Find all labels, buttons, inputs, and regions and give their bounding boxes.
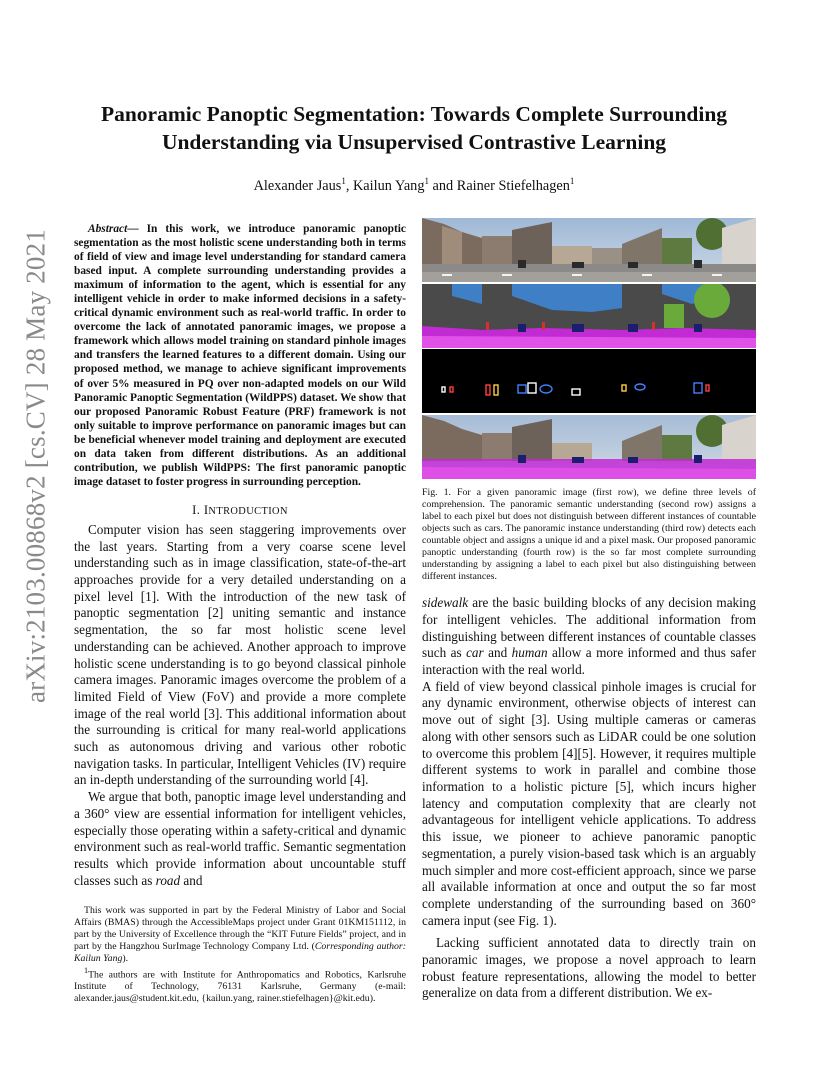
right-p1-and: and bbox=[483, 645, 512, 661]
author-separator: and bbox=[428, 177, 457, 194]
right-p1-human: human bbox=[511, 645, 548, 661]
figure-1 bbox=[422, 218, 756, 583]
footnote-affiliation-text: The authors are with Institute for Anthropomatics and Robotics, Karlsruhe Institute of Technology, 76131 Karlsruhe, Germany (e-mail: alexander.jaus@student.kit.edu, {kailun.yang, rainer.stiefelhagen}@kit.edu). bbox=[74, 969, 406, 1005]
right-p1-sidewalk: sidewalk bbox=[422, 595, 469, 611]
panoptic-segmentation bbox=[422, 415, 756, 479]
panoptic-segmentation-svg bbox=[422, 415, 756, 479]
footnote-funding bbox=[74, 905, 406, 965]
footnote-funding-end: ). bbox=[122, 953, 129, 964]
footnote-mark: 1 bbox=[84, 966, 89, 975]
intro-p2-text: We argue that both, panoptic image level understanding and a 360° view are essential information for intelligent vehicles, especially those operating within a safety-critical and dynamic environment such as real-world traffic. Semantic segmentation results which provide information about uncountable stuff classes such as bbox=[74, 789, 406, 888]
instance-segmentation bbox=[422, 349, 756, 413]
title-line-1: Panoramic Panoptic Segmentation: Towards Complete Surrounding bbox=[100, 102, 728, 126]
section-title-rest: NTRODUCTION bbox=[208, 505, 288, 517]
section-heading-introduction bbox=[74, 503, 406, 518]
author-1: Alexander Jaus bbox=[253, 177, 342, 194]
right-paragraph-1 bbox=[422, 595, 756, 679]
arxiv-identifier: arXiv:2103.00868v2 [cs.CV] 28 May 2021 bbox=[20, 228, 51, 704]
footnotes bbox=[74, 905, 406, 1005]
author-list bbox=[60, 176, 768, 195]
paper-title bbox=[60, 100, 768, 156]
panorama-photo bbox=[422, 218, 756, 282]
author-3: Rainer Stiefelhagen bbox=[456, 177, 570, 194]
semantic-segmentation-svg bbox=[422, 284, 756, 348]
author-2: Kailun Yang bbox=[352, 177, 425, 194]
abstract bbox=[74, 222, 406, 489]
affiliation-mark: 1 bbox=[424, 176, 429, 186]
abstract-dash: — bbox=[127, 223, 147, 235]
left-column bbox=[74, 222, 406, 889]
affiliation-mark: 1 bbox=[341, 176, 346, 186]
intro-paragraph-1: Computer vision has seen staggering improvements over the last years. Starting from a very coarse scene level understanding such as in image classification, state-of-the-art approaches provide for a very detailed understanding on a pixel level [1]. With the introduction of the new task of panoptic segmentation [2] uniting semantic and instance segmentation, the so far most holistic scene level understanding can be achieved. Another approach to improve holistic scene understanding is to go beyond classical pinhole camera images. Panoramic images overcome the problem of a limited Field of View (FoV) and provide a more complete image of the real world [3]. This additional information about the surrounding is critical for many real-world applications such as autonomous driving and various other robotic navigation tasks. In particular, Intelligent Vehicles (IV) require an in-depth understanding of the surrounding world [4]. bbox=[74, 521, 406, 788]
intro-p2-and: and bbox=[180, 872, 203, 888]
footnote-corresponding: Corresponding author: Kailun Yang bbox=[74, 941, 406, 964]
right-column bbox=[422, 218, 756, 1002]
right-p1-text-b: allow a more informed and thus safer interaction with the real world. bbox=[422, 645, 756, 678]
right-p1-text-a: are the basic building blocks of any decision making for intelligent vehicles. The additional information from distinguishing between different instances of countable classes such as bbox=[422, 595, 756, 661]
semantic-segmentation bbox=[422, 284, 756, 348]
arxiv-sidebar bbox=[0, 0, 60, 1072]
abstract-text: In this work, we introduce panoramic panoptic segmentation as the most holistic scene understanding both in terms of field of view and image level understanding for standard camera based input. A complete surrounding understanding provides a maximum of information to the agent, which is essential for any intelligent vehicle in order to make informed decisions in a safety-critical dynamic environment such as real-world traffic. In order to overcome the lack of annotated panoramic images, we propose a framework which allows model training on standard pinhole images and transfers the learned features to a different domain. Using our proposed method, we manage to achieve significant improvements of over 5% measured in PQ over non-adapted models on our Wild Panoramic Panoptic Segmentation (WildPPS) dataset. We show that our proposed Panoramic Robust Feature (PRF) framework is not only suitable to improve performance on panoramic images but can be beneficial whenever model training and deployment are executed on data taken from different distributions. As an additional contribution, we publish WildPPS: The first panoramic panoptic image dataset to foster progress in surrounding perception. bbox=[74, 223, 406, 488]
right-p1-car: car bbox=[466, 645, 484, 661]
author-separator: , bbox=[345, 177, 353, 194]
figure-caption: Fig. 1. For a given panoramic image (first row), we define three levels of comprehension. The panoramic semantic understanding (second row) assigns a label to each pixel but does not distinguish between different instances of countable objects such as cars. The panoramic instance understanding (third row) detects each countable object and assigns a unique id and a pixel mask. Our proposed panoramic panoptic understanding (fourth row) is the so far most complete surrounding understanding by assigning a label to each pixel but also distinguishing between different instances. bbox=[422, 486, 756, 583]
right-body-text bbox=[422, 595, 756, 1002]
intro-paragraph-2 bbox=[74, 789, 406, 889]
right-paragraph-3: Lacking sufficient annotated data to directly train on panoramic images, we propose a novel approach to learn robust feature representations, allowing the model to better generalize on data from a different distribution. We ex- bbox=[422, 935, 756, 1001]
section-cap-letter: I bbox=[203, 502, 209, 517]
panorama-photo-svg bbox=[422, 218, 756, 282]
section-numeral: I. bbox=[192, 502, 204, 517]
instance-segmentation-svg bbox=[422, 349, 756, 413]
abstract-lead: Abstract bbox=[88, 223, 128, 235]
intro-p2-road: road bbox=[155, 872, 181, 888]
footnote-affiliation bbox=[74, 965, 406, 1005]
title-line-2: Understanding via Unsupervised Contrastive Learning bbox=[161, 130, 667, 154]
right-paragraph-2: A field of view beyond classical pinhole images is crucial for any dynamic environment, otherwise objects of interest can move out of sight [3]. Using multiple cameras or cameras along with other sensors such as LiDAR could be one solution to overcome this problem [4][5]. However, it requires multiple different systems to work in parallel and combine those information to a holistic picture [5], which incurs higher latency and computation complexity that are clearly not advantageous for intelligent vehicle applications. To address this issue, we pioneer to achieve panoramic panoptic segmentation, a purely vision-based task which is an arguably much simpler and more cost-efficient approach, since we parse all available information at once and output the so far most complete understanding of the surrounding based on 360° camera input (see Fig. 1). bbox=[422, 678, 756, 928]
footnote-funding-text: This work was supported in part by the Federal Ministry of Labor and Social Affairs (BMAS) through the AccessibleMaps project under Grant 01KM151112, in part by the University of Excellence through the “KIT Future Fields” project, and in part by the Hangzhou SurImage Technology Company Ltd. ( bbox=[74, 905, 406, 952]
affiliation-mark: 1 bbox=[569, 176, 575, 186]
